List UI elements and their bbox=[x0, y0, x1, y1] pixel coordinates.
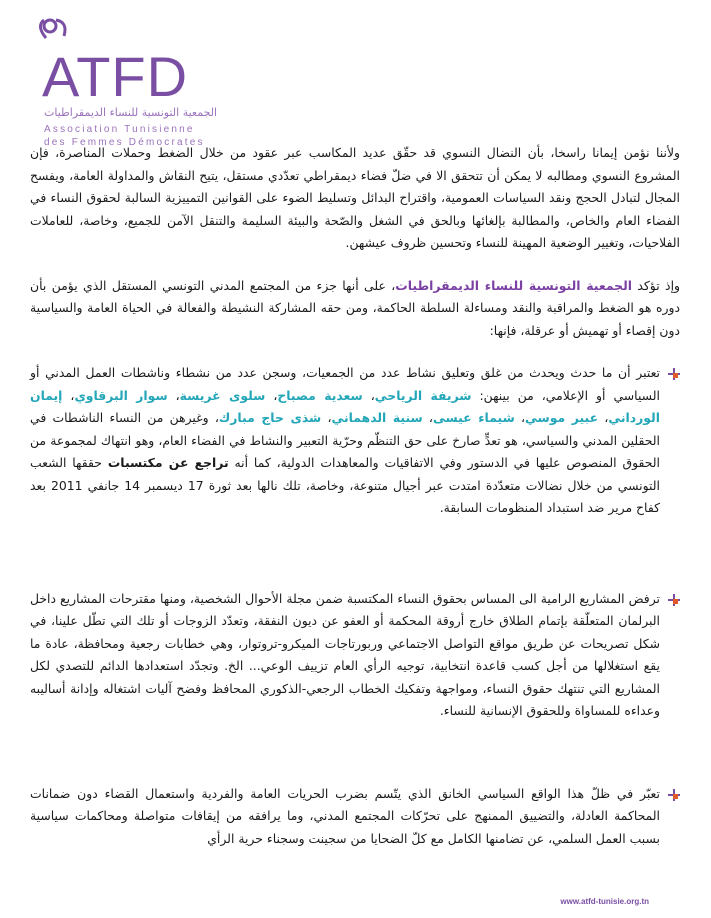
bullet-1-end: حققها الشعب التونسي من خلال نضالات متعدّدة امتدت عبر أجيال متنوعة، وخاصة، تلك نالها بعد ثورة 17 ديسمبر 14 جانفي 2011 بعد كفاح مرير ضد استبداد المنظومات السابقة. bbox=[30, 455, 660, 515]
separator: ، bbox=[362, 387, 375, 403]
detainee-name: سعدية مصباح bbox=[277, 387, 363, 403]
detainee-name: سلوى غريسة bbox=[179, 387, 266, 403]
bullet-cross-icon bbox=[668, 789, 680, 801]
separator: ، bbox=[422, 410, 433, 425]
logo-french-line2: des Femmes Démocrates bbox=[44, 137, 205, 148]
organization-name: الجمعية التونسية للنساء الديمقراطيات bbox=[395, 277, 632, 293]
detainee-name: شريفة الرياحي bbox=[374, 387, 472, 403]
logo-wordmark: ATFD bbox=[42, 45, 189, 108]
detainee-name: عبير موسي bbox=[525, 410, 599, 425]
atfd-logo bbox=[28, 14, 238, 148]
paragraph-2-after: ، على أنها جزء من المجتمع المدني التونسي المستقل الذي يؤمن بأن دوره هو الضغط والمراقبة والنقد ومساءلة السلطة الحاكمة، ومن حقه المشاركة النشيطة والفعالة في الحياة العامة والسياسية دون إقصاء أو تهميش أو عرقلة، فإنها: bbox=[30, 277, 680, 338]
bullet-2-text: ترفض المشاريع الرامية الى المساس بحقوق النساء المكتسبة ضمن مجلة الأحوال الشخصية، ومنها مقترحات المشاريع داخل البرلمان المتعلّقة بإتمام الطلاق خارج أروقة المحكمة أو العفو عن ديون النفقة، وتعدّد الزوجات أو تلك التي تطّل علينا، في شكل تصريحات عن طريق مواقع التواصل الاجتماعي وربورتاجات الميكرو-تروتوار، وهي خطابات رجعية ومحافظة، عادة ما يقع استغلالها من أجل كسب قاعدة انتخابية، توجيه الرأي العام تزييف الوعي... الخ. وتجدّد استعدادها الدائم للتصدي لكل المشاريع التي تنتهك حقوق النساء، ومواجهة وتفكيك الخطاب الرجعي-الذكوري المحافظ وفضح آليات اشتغاله وإدانة أساليبه وعداءه للمساواة وللحقوق الإنسانية للنساء. bbox=[30, 590, 660, 718]
bullet-3-text: تعبّر في ظلّ هذا الواقع السياسي الخانق الذي يتّسم بضرب الحريات العامة والفردية واستعمال القضاء دون ضمانات المحاكمة العادلة، والتضييق الممنهج على تحرّكات المجتمع المدني، وما يرافقه من إيقافات متواصلة ومحاكمات سياسية بسبب العمل السلمي، عن تضامنها الكامل مع كلّ الضحايا من سجينت وسجناء حرية الرأي bbox=[30, 785, 660, 846]
bullet-1-bold: تراجع عن مكتسبات bbox=[107, 455, 229, 470]
separator: ، bbox=[514, 410, 526, 425]
detainee-name: شذى حاج مبارك bbox=[218, 410, 322, 425]
bullet-3 bbox=[30, 783, 680, 851]
document-body bbox=[30, 142, 680, 870]
separator: ، bbox=[167, 387, 180, 403]
logo-french-line1: Association Tunisienne bbox=[44, 124, 195, 135]
paragraph-1: ولأننا نؤمن إيمانا راسخا، بأن النضال النسوي قد حقّق عديد المكاسب عبر عقود من خلال الضغط وحملات المناصرة، فإن المشروع النسوي ومطالبه لا يمكن أن تتحقق الا في ضلّ فضاء ديمقراطي تعدّدي مستقل، يتيح النقاش والمداولة العامة، ويفسح المجال لتبادل الحجج ونقد السياسات العمومية، واقتراح البدائل وتسليط الضوء على القوانين التمييزية السالبة لحقوق النساء في الفضاء العام والخاص، والمطالبة بإلغائها وبالحق في الشغل والصّحة والبيئة السليمة والتنقل الآمن للجميع، وخاصة، للعاملات الفلاحيات، وتغيير الوضعية المهينة للنساء وتحسين ظروف عيشهن. bbox=[30, 145, 680, 250]
logo-arabic-name: الجمعية التونسية للنساء الديمقراطيات bbox=[44, 106, 218, 119]
separator: ، bbox=[321, 410, 332, 425]
bullet-1 bbox=[30, 362, 680, 520]
bullet-cross-icon bbox=[668, 594, 680, 606]
detainee-name: إيمان الورداني bbox=[30, 387, 660, 425]
bullet-1-intro: تعتبر أن ما حدث ويحدث من غلق وتعليق نشاط عدد من الجمعيات، وسجن عدد من نشطاء وناشطات العمل المدني أو السياسي أو الإعلامي، من بينهن: bbox=[30, 365, 660, 403]
detainee-name: سنية الدهماني bbox=[331, 410, 423, 425]
footer-url[interactable]: www.atfd-tunisie.org.tn bbox=[560, 897, 649, 906]
detainee-name: شيماء عيسى bbox=[432, 410, 515, 425]
bullet-2 bbox=[30, 588, 680, 723]
separator: ، bbox=[598, 410, 609, 425]
bullet-1-middle: ، وغيرهن من النساء الناشطات في الحقلين المدني والسياسي، هو تعدٍّ صارخ على حق التنظّم وحرّية التعبير والنشاط في الفضاء العام، وهو انتهاك لمجموعة من الحقوق المنصوص عليها في الدستور وفي الاتفاقيات والمعاهدات الدولية، كما أنه bbox=[30, 410, 660, 470]
separator: ، bbox=[62, 387, 75, 403]
paragraph-2 bbox=[30, 275, 680, 343]
separator: ، bbox=[265, 387, 278, 403]
bullet-cross-icon bbox=[668, 368, 680, 380]
detainee-name: سوار البرقاوي bbox=[74, 387, 168, 403]
paragraph-2-before: وإذ تؤكد bbox=[631, 277, 680, 293]
